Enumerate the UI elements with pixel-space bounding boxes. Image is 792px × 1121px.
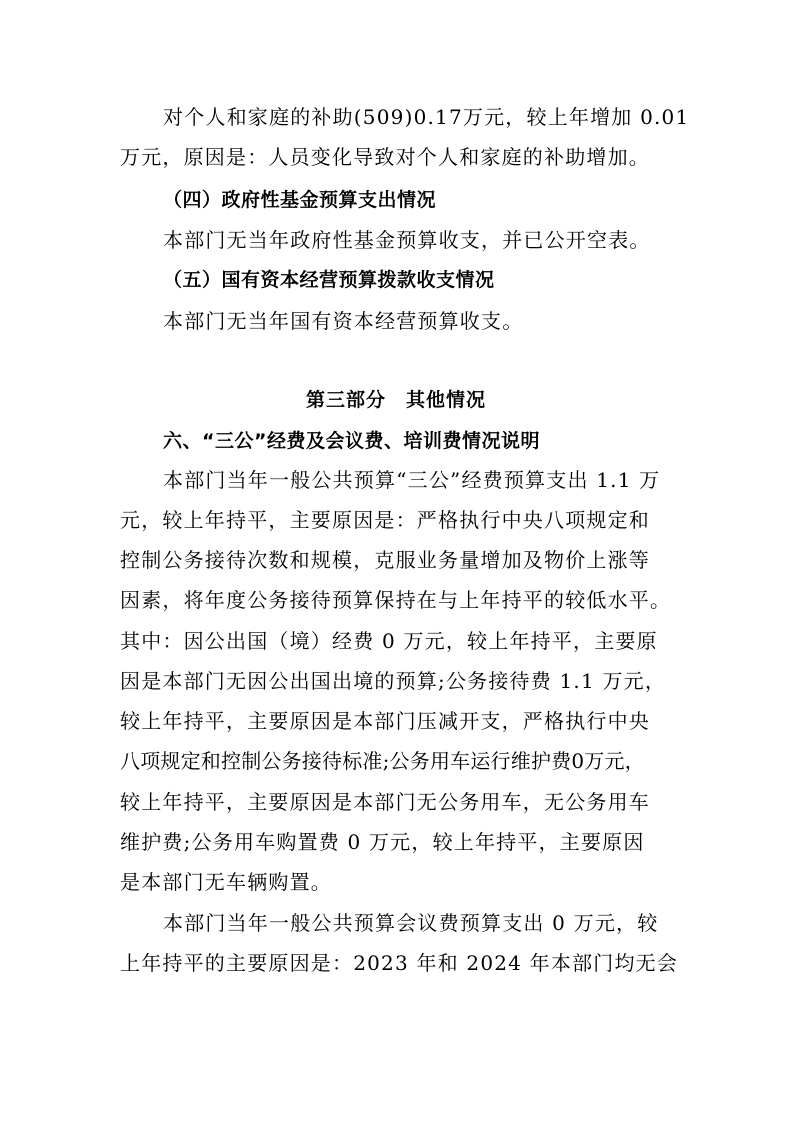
part-title: 第三部分 其他情况: [305, 389, 486, 411]
paragraph-line: 万元，原因是：人员变化导致对个人和家庭的补助增加。: [120, 145, 650, 169]
paragraph-line: 较上年持平，主要原因是本部门无公务用车，无公务用车: [120, 790, 650, 814]
paragraph-line: 对个人和家庭的补助(509)0.17万元，较上年增加 0.01: [163, 105, 690, 129]
paragraph-line: 其中：因公出国（境）经费 0 万元，较上年持平，主要原: [120, 629, 658, 653]
paragraph-line: 本部门无当年国有资本经营预算收支。: [163, 309, 524, 333]
section-heading-4: （四）政府性基金预算支出情况: [163, 189, 437, 211]
paragraph-line: 较上年持平，主要原因是本部门压减开支，严格执行中央: [120, 709, 650, 733]
paragraph-line: 维护费;公务用车购置费 0 万元，较上年持平，主要原因: [120, 830, 645, 854]
paragraph-line: 本部门当年一般公共预算会议费预算支出 0 万元，较: [163, 911, 659, 935]
paragraph-line: 因素，将年度公务接待预算保持在与上年持平的较低水平。: [120, 588, 672, 612]
section-heading-6: 六、“三公”经费及会议费、培训费情况说明: [163, 430, 540, 452]
paragraph-line: 因是本部门无因公出国出境的预算;公务接待费 1.1 万元，: [120, 669, 667, 693]
paragraph-line: 本部门无当年政府性基金预算收支，并已公开空表。: [163, 228, 651, 252]
paragraph-line: 本部门当年一般公共预算“三公”经费预算支出 1.1 万: [163, 468, 661, 492]
paragraph-line: 控制公务接待次数和规模，克服业务量增加及物价上涨等: [120, 548, 650, 572]
paragraph-line: 是本部门无车辆购置。: [120, 870, 332, 894]
paragraph-line: 上年持平的主要原因是：2023 年和 2024 年本部门均无会: [120, 951, 679, 975]
paragraph-line: 元，较上年持平，主要原因是：严格执行中央八项规定和: [120, 508, 650, 532]
section-heading-5: （五）国有资本经营预算拨款收支情况: [163, 269, 495, 291]
paragraph-line: 八项规定和控制公务接待标准;公务用车运行维护费0万元，: [120, 749, 645, 773]
